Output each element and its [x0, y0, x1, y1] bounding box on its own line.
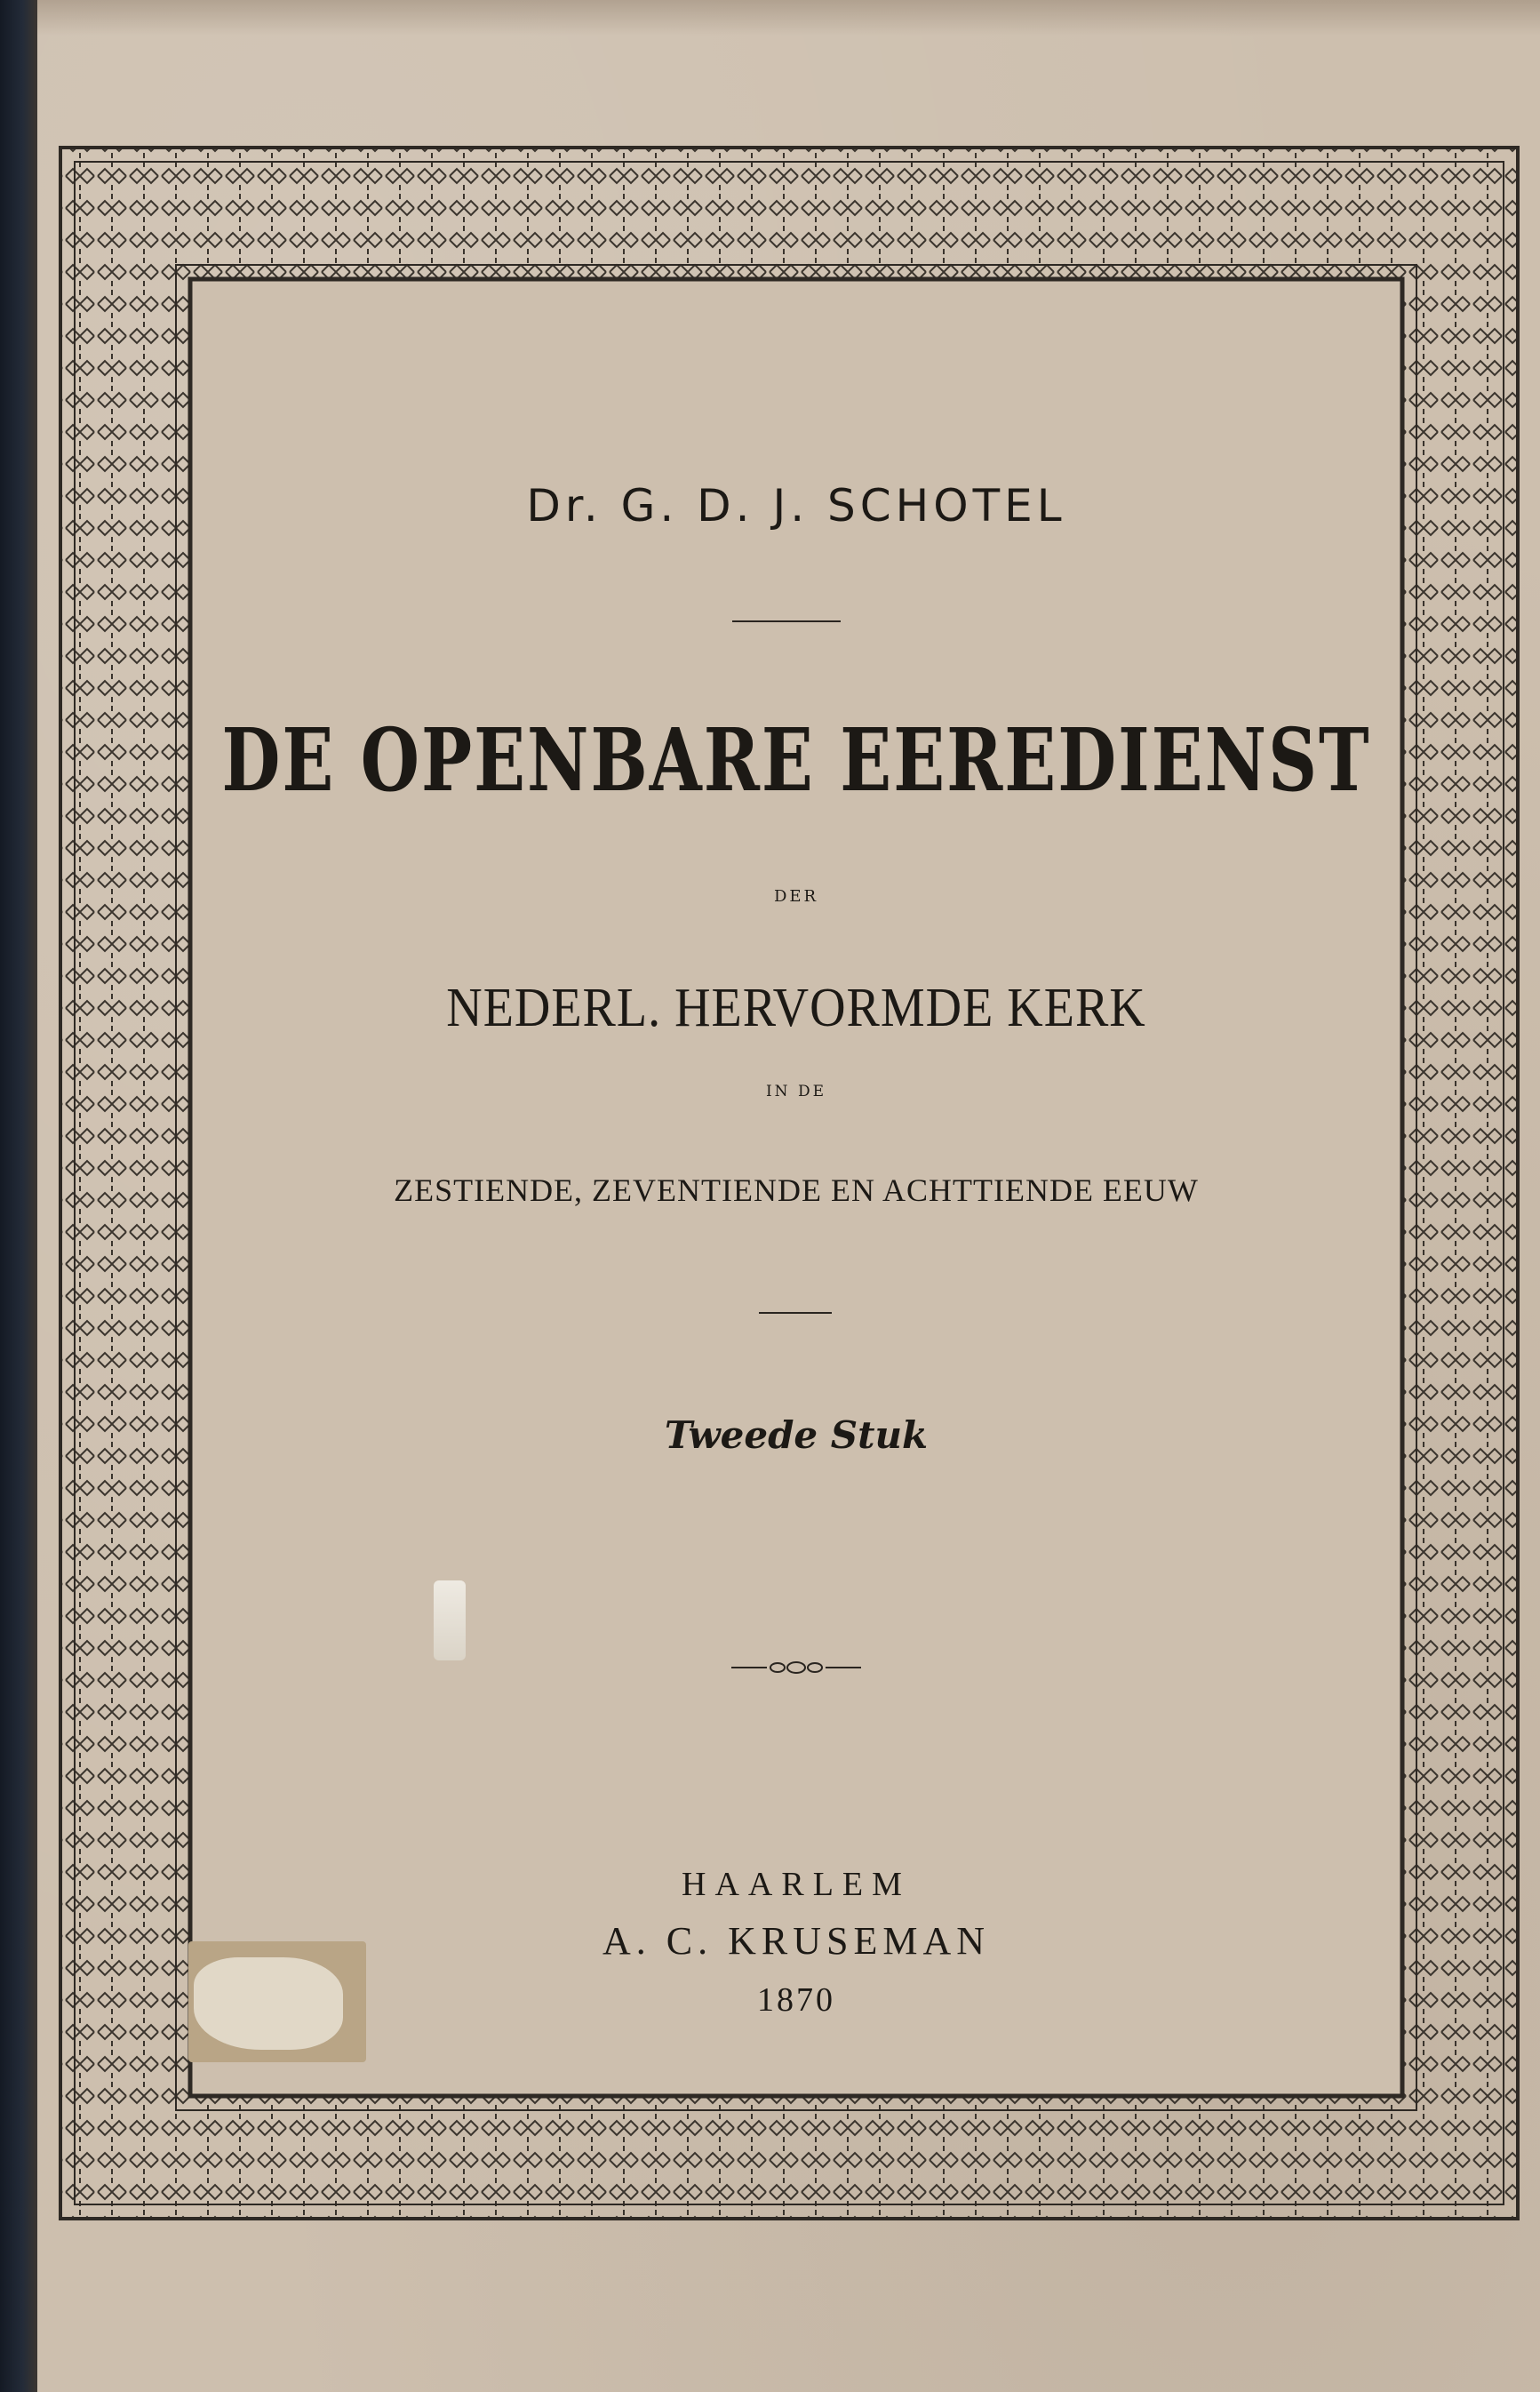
connector-der: DER [773, 887, 819, 906]
worn-library-label [188, 1941, 366, 2062]
book-subtitle: NEDERL. HERVORMDE KERK [446, 977, 1146, 1039]
label-torn-area [194, 1957, 343, 2050]
author-name: Dr. G. D. J. SCHOTEL [526, 480, 1066, 532]
publication-city: HAARLEM [682, 1866, 911, 1903]
divider-middle [759, 1312, 832, 1314]
publication-year: 1870 [757, 1981, 835, 2019]
ornament-flourish-icon [731, 1657, 861, 1678]
paper-scuff [434, 1580, 466, 1660]
centuries-line: ZESTIENDE, ZEVENTIENDE EN ACHTTIENDE EEUW [394, 1172, 1199, 1208]
part-label: Tweede Stuk [664, 1413, 929, 1457]
connector-in-de: IN DE [765, 1083, 827, 1100]
divider-top [732, 620, 841, 622]
book-title: DE OPENBARE EEREDIENST [221, 709, 1371, 811]
publisher-name: A. C. KRUSEMAN [602, 1919, 991, 1963]
title-panel [194, 283, 1399, 2092]
